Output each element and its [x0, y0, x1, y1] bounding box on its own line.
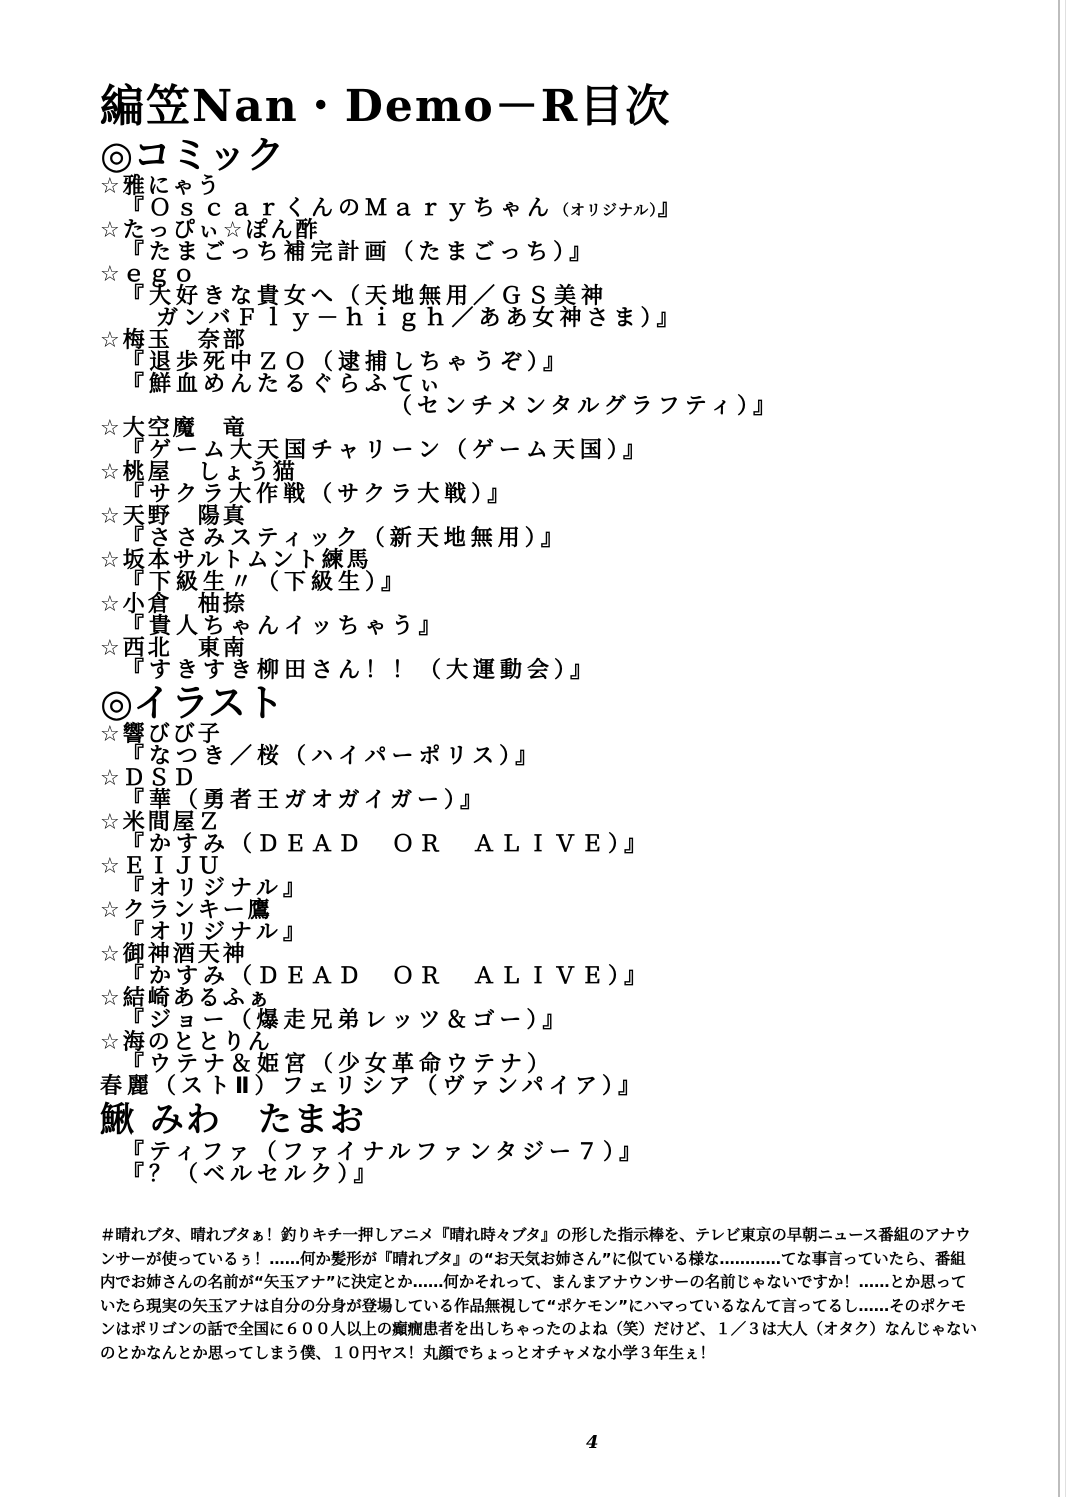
work-title-text: 『鮮血めんたるぐらふてぃ — [122, 372, 446, 397]
work-title — [100, 440, 1040, 462]
author-name: ☆響びび子 — [100, 722, 223, 747]
author-name: ☆海のととりん — [100, 1030, 273, 1055]
section-heading: ◎イラスト — [100, 680, 285, 725]
author-name: ☆坂本サルトムント練馬 — [100, 548, 372, 573]
author-name: ☆小倉 柚捺 — [100, 592, 248, 617]
author-name: ☆雅にゃう — [100, 174, 223, 199]
work-title-text: （センチメンタルグラフティ）』 — [390, 394, 781, 419]
work-title-text: 『華（勇者王ガオガイガー）』 — [122, 788, 488, 813]
work-title-text: 『たまごっち補完計画（たまごっち）』 — [122, 240, 597, 265]
author-name: ☆大空魔 竜 — [100, 416, 248, 441]
work-title — [100, 528, 1040, 550]
work-title — [100, 1010, 1040, 1032]
page-edge-line — [1065, 0, 1066, 1497]
author-name: ☆御神酒天神 — [100, 942, 248, 967]
work-title — [100, 1142, 1040, 1164]
author-name: ☆西北 東南 — [100, 636, 248, 661]
work-title-text: 春麗（ストⅡ）フェリシア（ヴァンパイア）』 — [100, 1074, 645, 1099]
work-title-close: 』 — [657, 196, 685, 221]
work-title — [100, 746, 1040, 768]
work-title — [100, 484, 1040, 506]
author-name: ☆米間屋Ｚ — [100, 810, 223, 835]
author-name: ☆天野 陽真 — [100, 504, 248, 529]
work-title-text: 『なつき／桜（ハイパーポリス）』 — [122, 744, 543, 769]
work-title — [100, 834, 1040, 856]
table-of-contents — [100, 134, 1040, 1186]
section-heading: ◎コミック — [100, 132, 285, 177]
author-name: ☆ｅｇｏ — [100, 262, 198, 287]
work-title — [100, 572, 1040, 594]
work-title — [100, 1076, 1040, 1098]
page-edge-line — [1058, 0, 1060, 1497]
work-note: （オリジナル） — [554, 201, 658, 219]
work-title-text: 『オリジナル』 — [122, 920, 310, 945]
work-title-text: 『ジョー（爆走兄弟レッツ＆ゴー）』 — [122, 1008, 570, 1033]
author-name: ☆結崎あるふぁ — [100, 986, 273, 1011]
work-title — [100, 878, 1040, 900]
work-title — [100, 1054, 1040, 1076]
work-title-text: 『？（ベルセルク）』 — [122, 1162, 381, 1187]
work-title-text: 『かすみ（ＤＥＡＤ ＯＲ ＡＬＩＶＥ）』 — [122, 964, 652, 989]
author-name: ☆ＤＳＤ — [100, 766, 198, 791]
work-title — [100, 1164, 1040, 1186]
work-title-text: 『サクラ大作戦（サクラ大戦）』 — [122, 482, 515, 507]
work-title — [100, 616, 1040, 638]
afterword-note: ＃晴れブタ、晴れブタぁ！釣りキチ一押しアニメ『晴れ時々ブタ』の形した指示棒を、テレビ東京の早朝ニュース番組のアナウンサーが使っているぅ！……何か髪形が『晴れブタ』の“お天気お姉さん”に似ている様な…………てな事言っていたら、番組内でお姉さんの名前が“矢玉アナ”に決定とか……何かそれって、まんまアナウンサーの名前じゃないですか！……とか思っていたら現実の矢玉アナは自分の分身が登場している作品無視して“ポケモン”にハマっているなんて言ってるし……そのポケモンはポリゴンの話で全国に６００人以上の癲癇患者を出しちゃったのよね（笑）だけど、１／３は大人（オタク）なんじゃないのとかなんとか思ってしまう僕、１０円ヤス！丸顔でちょっとオチャメな小学３年生ぇ！ — [100, 1226, 977, 1362]
work-title — [100, 966, 1040, 988]
work-title — [100, 396, 1040, 418]
work-title-text: 『かすみ（ＤＥＡＤ ＯＲ ＡＬＩＶＥ）』 — [122, 832, 652, 857]
work-title-text: 『ささみスティック（新天地無用）』 — [122, 526, 568, 551]
author-name: ☆たっぴぃ☆ぽん酢 — [100, 218, 321, 243]
work-title-text: 『ゲーム大天国チャリーン（ゲーム天国）』 — [122, 438, 650, 463]
work-title-text: ガンバＦｌｙ－ｈｉｇｈ／ああ女神さま）』 — [156, 306, 684, 331]
work-title — [100, 286, 1040, 308]
work-title-text: 『貴人ちゃんイッちゃう』 — [122, 614, 446, 639]
author-name: ☆桃屋 しょう猫 — [100, 460, 298, 485]
work-title-text: 『大好きな貴女へ（天地無用／ＧＳ美神 — [122, 284, 609, 309]
work-title-text: 『ウテナ＆姫宮（少女革命ウテナ） — [122, 1052, 555, 1077]
work-title-text: 『すきすき柳田さん！！（大運動会）』 — [122, 658, 598, 683]
work-title — [100, 198, 1040, 220]
work-title-text: 『オリジナル』 — [122, 876, 310, 901]
work-title — [100, 660, 1040, 682]
work-title — [100, 922, 1040, 944]
page-number: 4 — [586, 1432, 599, 1453]
work-title — [100, 308, 1040, 330]
work-title — [100, 242, 1040, 264]
work-title-text: 『ＯｓｃａｒくんのＭａｒｙちゃん — [122, 196, 555, 221]
work-title — [100, 352, 1040, 374]
work-title-text: 『ティファ（ファイナルファンタジー７）』 — [122, 1140, 646, 1165]
author-name: ☆ＥＩＪＵ — [100, 854, 223, 879]
work-title — [100, 374, 1040, 396]
author-name: ☆梅玉 奈部 — [100, 328, 248, 353]
work-title-text: 『退歩死中ＺＯ（逮捕しちゃうぞ）』 — [122, 350, 571, 375]
author-name: 鰍 みわ たまお — [100, 1100, 366, 1140]
work-title — [100, 790, 1040, 812]
author-name: ☆クランキー鷹 — [100, 898, 273, 923]
work-title-text: 『下級生〃（下級生）』 — [122, 570, 409, 595]
page-title: 編笠Nan・Demo－R目次 — [100, 81, 672, 132]
